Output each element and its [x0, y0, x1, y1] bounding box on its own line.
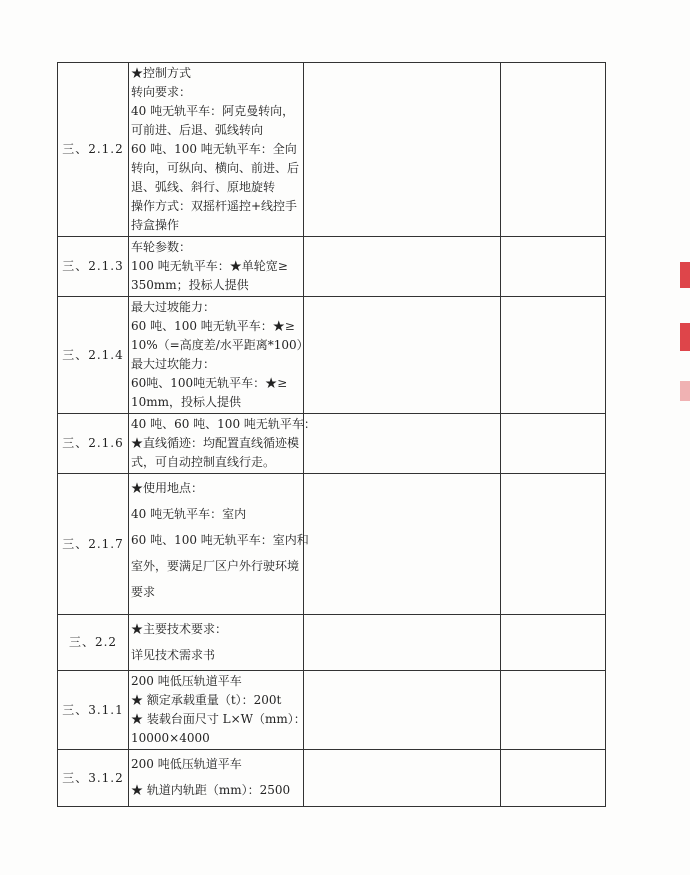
table-row: [58, 297, 606, 414]
requirement-text: [129, 671, 304, 750]
requirement-text: [129, 750, 304, 807]
clause-number: 三、2.1.2: [58, 63, 129, 237]
table-row: [58, 63, 606, 237]
table-row: [58, 474, 606, 615]
remark-cell: [501, 671, 606, 750]
clause-number: 三、3.1.2: [58, 750, 129, 807]
spec-table: [57, 62, 606, 807]
text-line: 详见技术需求书: [131, 648, 216, 662]
clause-number: 三、2.1.7: [58, 474, 129, 615]
text-line: 持盒操作: [131, 218, 180, 232]
response-cell: [304, 474, 501, 615]
text-line: 最大过坎能力：: [131, 357, 216, 371]
seal-stamp-fragment: [680, 262, 690, 288]
response-cell: [304, 671, 501, 750]
text-line: 40 吨、60 吨、100 吨无轨平车：: [131, 417, 316, 431]
text-line: 100 吨无轨平车：★单轮宽≥: [131, 259, 288, 273]
text-line: ★控制方式: [131, 66, 192, 80]
seal-stamp-fragment: [680, 381, 690, 401]
requirement-text: [129, 414, 316, 474]
text-line: ★ 额定承载重量（t）：200t: [131, 693, 282, 707]
text-line: 60 吨、100 吨无轨平车：全向: [131, 142, 297, 156]
remark-cell: [501, 297, 606, 414]
text-line: 转向，可纵向、横向、前进、后: [131, 161, 300, 175]
text-line: 60 吨、100 吨无轨平车：★≥: [131, 319, 295, 333]
remark-cell: [501, 750, 606, 807]
requirement-text: [129, 474, 309, 615]
text-line: 200 吨低压轨道平车: [131, 757, 242, 771]
table-row: [58, 671, 606, 750]
remark-cell: [501, 63, 606, 237]
text-line: ★直线循迹：均配置直线循迹模: [131, 436, 300, 450]
remark-cell: [501, 474, 606, 615]
response-cell: [304, 297, 501, 414]
text-line: ★ 轨道内轨距（mm）：2500: [131, 783, 291, 797]
text-line: 350mm；投标人提供: [131, 278, 249, 292]
clause-number: 三、2.2: [58, 615, 129, 671]
requirement-text: [129, 63, 304, 237]
clause-number: 三、2.1.4: [58, 297, 129, 414]
table-row: [58, 750, 606, 807]
requirement-text: [129, 237, 304, 297]
text-line: 40 吨无轨平车：室内: [131, 507, 247, 521]
text-line: 室外，要满足厂区户外行驶环境: [131, 559, 300, 573]
requirement-text: [129, 297, 309, 414]
clause-number: 三、3.1.1: [58, 671, 129, 750]
remark-cell: [501, 414, 606, 474]
text-line: 车轮参数：: [131, 240, 192, 254]
response-cell: [304, 750, 501, 807]
text-line: 式，可自动控制直线行走。: [131, 455, 276, 469]
table-row: [58, 414, 606, 474]
text-line: 60 吨、100 吨无轨平车：室内和: [131, 533, 309, 547]
seal-stamp-fragment: [680, 323, 690, 351]
text-line: 40 吨无轨平车：阿克曼转向，: [131, 104, 295, 118]
response-cell: [304, 237, 501, 297]
text-line: 可前进、后退、弧线转向: [131, 123, 264, 137]
text-line: 最大过坡能力：: [131, 300, 216, 314]
text-line: 10%（=高度差/水平距离*100）: [131, 338, 309, 352]
text-line: 转向要求：: [131, 85, 192, 99]
text-line: 60吨、100吨无轨平车：★≥: [131, 376, 288, 390]
text-line: 退、弧线、斜行、原地旋转: [131, 180, 276, 194]
text-line: 操作方式：双摇杆遥控+线控手: [131, 199, 298, 213]
response-cell: [304, 63, 501, 237]
clause-number: 三、2.1.6: [58, 414, 129, 474]
text-line: ★主要技术要求：: [131, 622, 228, 636]
text-line: ★使用地点：: [131, 481, 204, 495]
text-line: 10mm，投标人提供: [131, 395, 242, 409]
remark-cell: [501, 237, 606, 297]
clause-number: 三、2.1.3: [58, 237, 129, 297]
text-line: ★ 装载台面尺寸 L×W（mm）：: [131, 712, 306, 726]
response-cell: [304, 615, 501, 671]
requirement-text: [129, 615, 304, 671]
table-row: [58, 237, 606, 297]
text-line: 10000×4000: [131, 731, 210, 745]
table-row: [58, 615, 606, 671]
text-line: 200 吨低压轨道平车: [131, 674, 242, 688]
remark-cell: [501, 615, 606, 671]
text-line: 要求: [131, 585, 156, 599]
response-cell: [304, 414, 501, 474]
